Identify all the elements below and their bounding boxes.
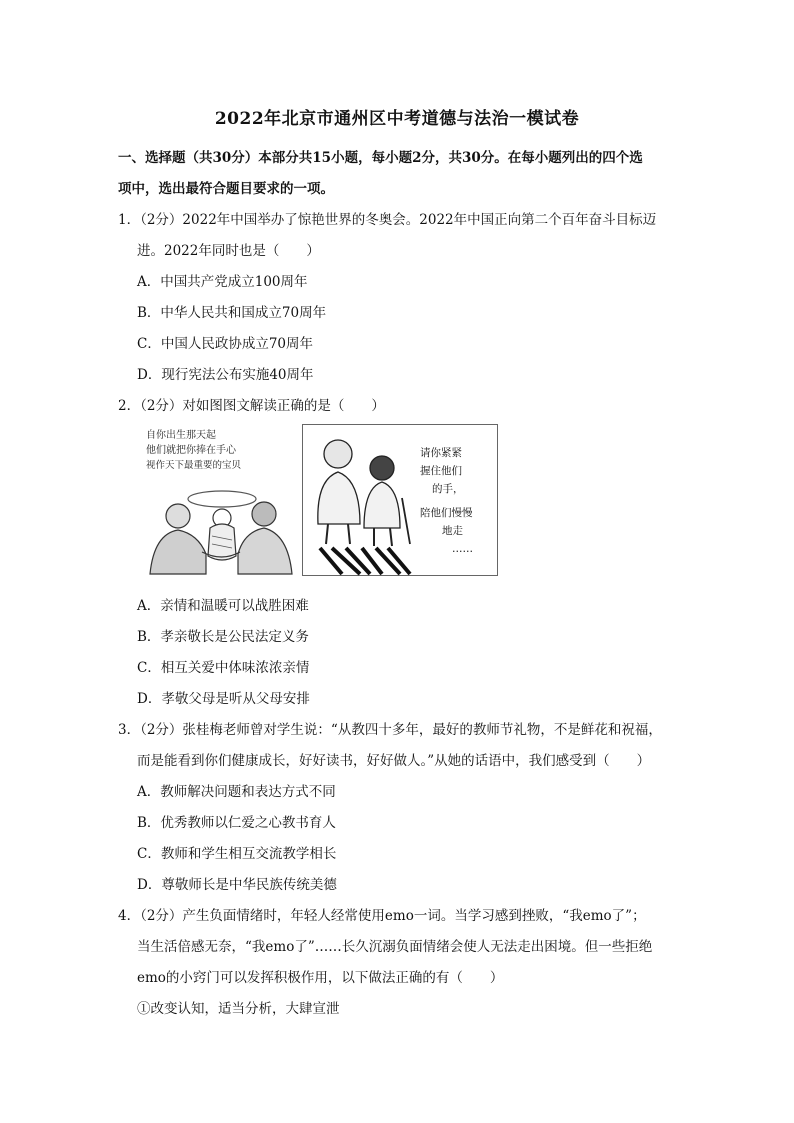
illustration-right-caption-1: 请你紧紧 [420, 447, 462, 459]
question-4-stem-line3: emo的小窍门可以发挥积极作用，以下做法正确的有（ ） [137, 970, 504, 986]
question-2-stem: 2．（2分）对如图图文解读正确的是（ ） [118, 398, 385, 414]
illustration-right-caption-6: …… [452, 543, 473, 555]
question-3-option-d[interactable]: D．尊敬师长是中华民族传统美德 [137, 877, 337, 893]
question-1-stem-line1: 1．（2分）2022年中国举办了惊艳世界的冬奥会。2022年中国正向第二个百年奋斗目标迈 [118, 212, 657, 228]
illustration-right-caption-5: 地走 [442, 525, 463, 537]
page-title: 2022年北京市通州区中考道德与法治一模试卷 [214, 109, 580, 129]
question-1-option-c[interactable]: C．中国人民政协成立70周年 [137, 336, 314, 352]
question-4-option-1[interactable]: ①改变认知，适当分析，大肆宣泄 [137, 1001, 340, 1017]
question-2-option-b[interactable]: B．孝亲敬长是公民法定义务 [137, 629, 309, 645]
question-1-option-b[interactable]: B．中华人民共和国成立70周年 [137, 305, 327, 321]
question-3-option-a[interactable]: A．教师解决问题和表达方式不同 [137, 784, 336, 800]
question-2-option-c[interactable]: C．相互关爱中体味浓浓亲情 [137, 660, 310, 676]
illustration-right-caption-2: 握住他们 [420, 465, 462, 477]
illustration-right-caption-3: 的手， [432, 483, 464, 495]
illustration-newborn-family [140, 424, 295, 576]
question-1-option-d[interactable]: D．现行宪法公布实施40周年 [137, 367, 314, 383]
question-1-stem-line2: 进。2022年同时也是（ ） [137, 243, 320, 259]
question-4-stem-line2: 当生活倍感无奈，“我emo了”……长久沉溺负面情绪会使人无法走出困境。但一些拒绝 [137, 939, 653, 955]
section-heading-line1: 一、选择题（共30分）本部分共15小题，每小题2分，共30分。在每小题列出的四个选 [118, 150, 643, 166]
question-3-stem-line1: 3．（2分）张桂梅老师曾对学生说：“从教四十多年，最好的教师节礼物，不是鲜花和祝福， [118, 722, 662, 738]
illustration-left-caption-3: 视作天下最重要的宝贝 [146, 460, 242, 471]
question-3-option-c[interactable]: C．教师和学生相互交流教学相长 [137, 846, 337, 862]
question-2-option-d[interactable]: D．孝敬父母是听从父母安排 [137, 691, 310, 707]
illustration-left-caption-1: 自你出生那天起 [146, 430, 216, 441]
question-4-stem-line1: 4．（2分）产生负面情绪时，年轻人经常使用emo一词。当学习感到挫败，“我emo了”； [118, 908, 646, 924]
question-1-option-a[interactable]: A．中国共产党成立100周年 [137, 274, 308, 290]
section-heading-line2: 项中，选出最符合题目要求的一项。 [118, 181, 334, 197]
illustration-right-caption-4: 陪他们慢慢 [420, 507, 473, 519]
question-3-option-b[interactable]: B．优秀教师以仁爱之心教书育人 [137, 815, 336, 831]
question-2-option-a[interactable]: A．亲情和温暖可以战胜困难 [137, 598, 309, 614]
question-3-stem-line2: 而是能看到你们健康成长，好好读书，好好做人。”从她的话语中，我们感受到（ ） [137, 753, 651, 769]
illustration-walking-elders [302, 424, 498, 576]
illustration-left-caption-2: 他们就把你捧在手心 [146, 445, 236, 456]
